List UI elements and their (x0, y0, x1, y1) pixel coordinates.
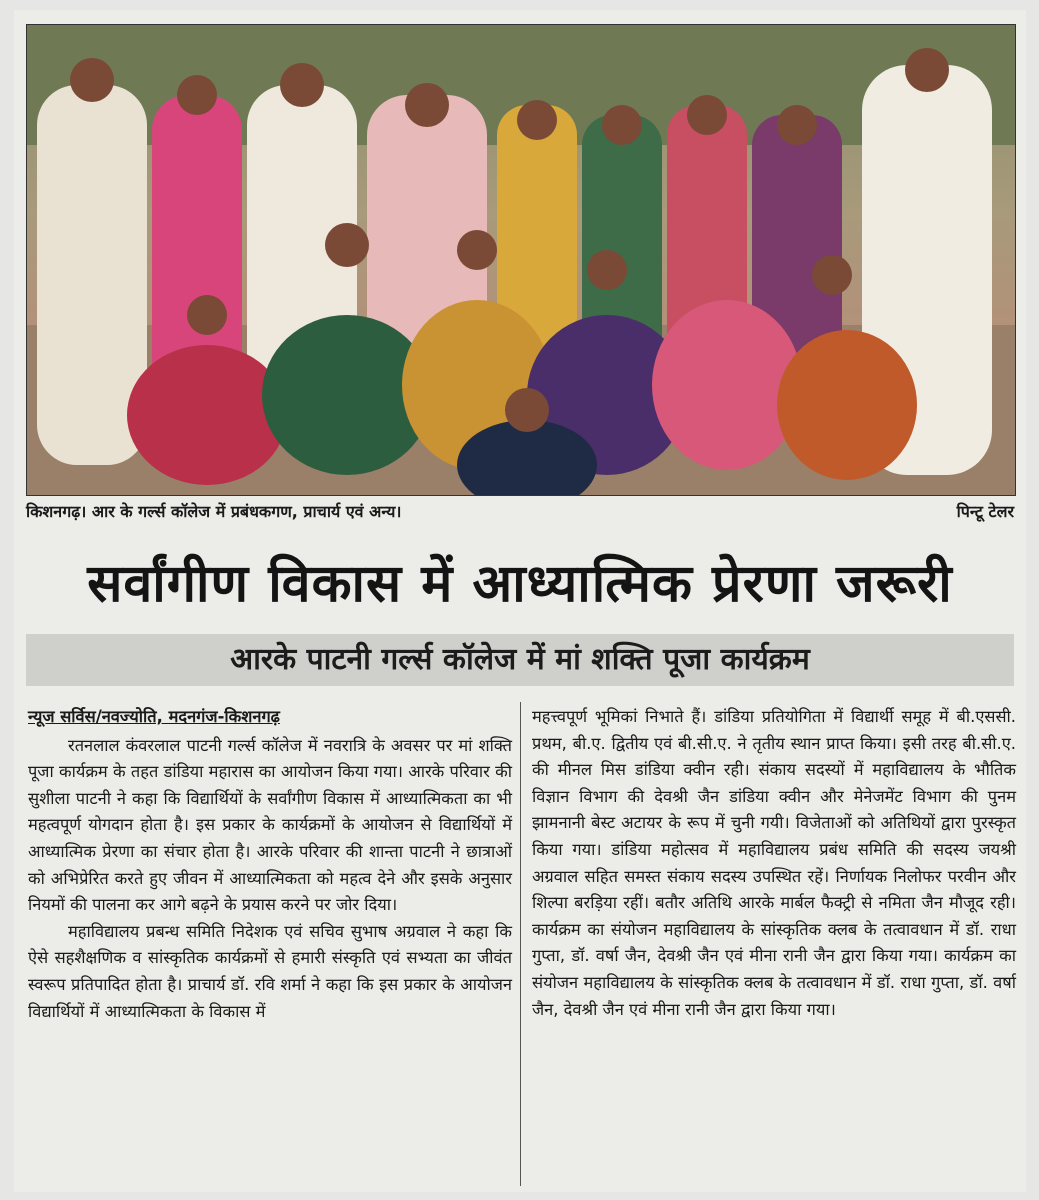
group-photo (26, 24, 1016, 496)
photo-credit: पिन्टू टेलर (956, 502, 1014, 521)
group-photo-image (27, 25, 1015, 495)
caption-text: किशनगढ़। आर के गर्ल्स कॉलेज में प्रबंधकगण, प्राचार्य एवं अन्य। (26, 502, 402, 521)
article-paragraph: महत्त्वपूर्ण भूमिकां निभाते हैं। डांडिया प्रतियोगिता में विद्यार्थी समूह में बी.एससी. प्रथम, बी.ए. द्वितीय एवं बी.सी.ए. ने तृतीय स्थान प्राप्त किया। इसी तरह बी.सी.ए. की मीनल मिस डांडिया क्वीन रही। संकाय सदस्यों में महाविद्यालय के भौतिक विज्ञान विभाग की देवश्री जैन डांडिया क्वीन और मेनेजमेंट विभाग की पुनम झामनानी बेस्ट अटायर के रूप में चुनी गयी। विजेताओं को अतिथियों द्वारा पुरस्कृत किया गया। डांडिया महोत्सव में महाविद्यालय प्रबंध समिति की सदस्य जयश्री अग्रवाल सहित समस्त संकाय सदस्य उपस्थित रहें। निर्णायक निलोफर परवीन और शिल्पा बरड़िया रहीं। बतौर अतिथि आरके मार्बल फैक्ट्री से नमिता जैन मौजूद रही। कार्यक्रम का संयोजन महाविद्यालय के सांस्कृतिक क्लब के तत्वावधान में डॉ. राधा गुप्ता, डॉ. वर्षा जैन, देवश्री जैन एवं मीना रानी जैन द्वारा किया गया। कार्यक्रम का संयोजन महाविद्यालय के सांस्कृतिक क्लब के तत्वावधान में डॉ. राधा गुप्ता, डॉ. वर्षा जैन, देवश्री जैन एवं मीना रानी जैन द्वारा किया गया। (532, 707, 1016, 1019)
article-column-left (28, 704, 512, 1184)
article-paragraph: रतनलाल कंवरलाल पाटनी गर्ल्स कॉलेज में नवरात्रि के अवसर पर मां शक्ति पूजा कार्यक्रम के तहत डांडिया महारास का आयोजन किया गया। आरके परिवार की सुशीला पाटनी ने कहा कि विद्यार्थियों के सर्वांगीण विकास में आध्यात्मिकता का भी महत्वपूर्ण योगदान होता है। इस प्रकार के कार्यक्रमों के आयोजन से विद्यार्थियों में आध्यात्मिक प्रेरणा का संचार होता है। आरके परिवार की शान्ता पाटनी ने छात्राओं को अभिप्रेरित करते हुए जीवन में आध्यात्मिकता को महत्व देने और इसके अनुसार नियमों की पालना कर आगे बढ़ने के प्रयास करने पर जोर दिया। (28, 735, 512, 915)
article-paragraph: महाविद्यालय प्रबन्ध समिति निदेशक एवं सचिव सुभाष अग्रवाल ने कहा कि ऐसे सहशैक्षणिक व सांस्कृतिक कार्यक्रमों से हमारी संस्कृति एवं सभ्यता का जीवंत स्वरूप प्रतिपादित होता है। प्राचार्य डॉ. रवि शर्मा ने कहा कि इस प्रकार के आयोजन विद्यार्थियों में आध्यात्मिकता के विकास में (28, 921, 512, 1021)
photo-caption (26, 498, 1014, 526)
subheadline: आरके पाटनी गर्ल्स कॉलेज में मां शक्ति पूजा कार्यक्रम (230, 642, 810, 677)
column-divider (520, 702, 521, 1186)
byline: न्यूज सर्विस/नवज्योति, मदनगंज-किशनगढ़ (28, 707, 280, 726)
headline: सर्वांगीण विकास में आध्यात्मिक प्रेरणा जरूरी (87, 554, 953, 614)
newspaper-clipping (14, 10, 1026, 1192)
subheadline-bar (26, 634, 1014, 686)
article-column-right (532, 704, 1016, 1184)
